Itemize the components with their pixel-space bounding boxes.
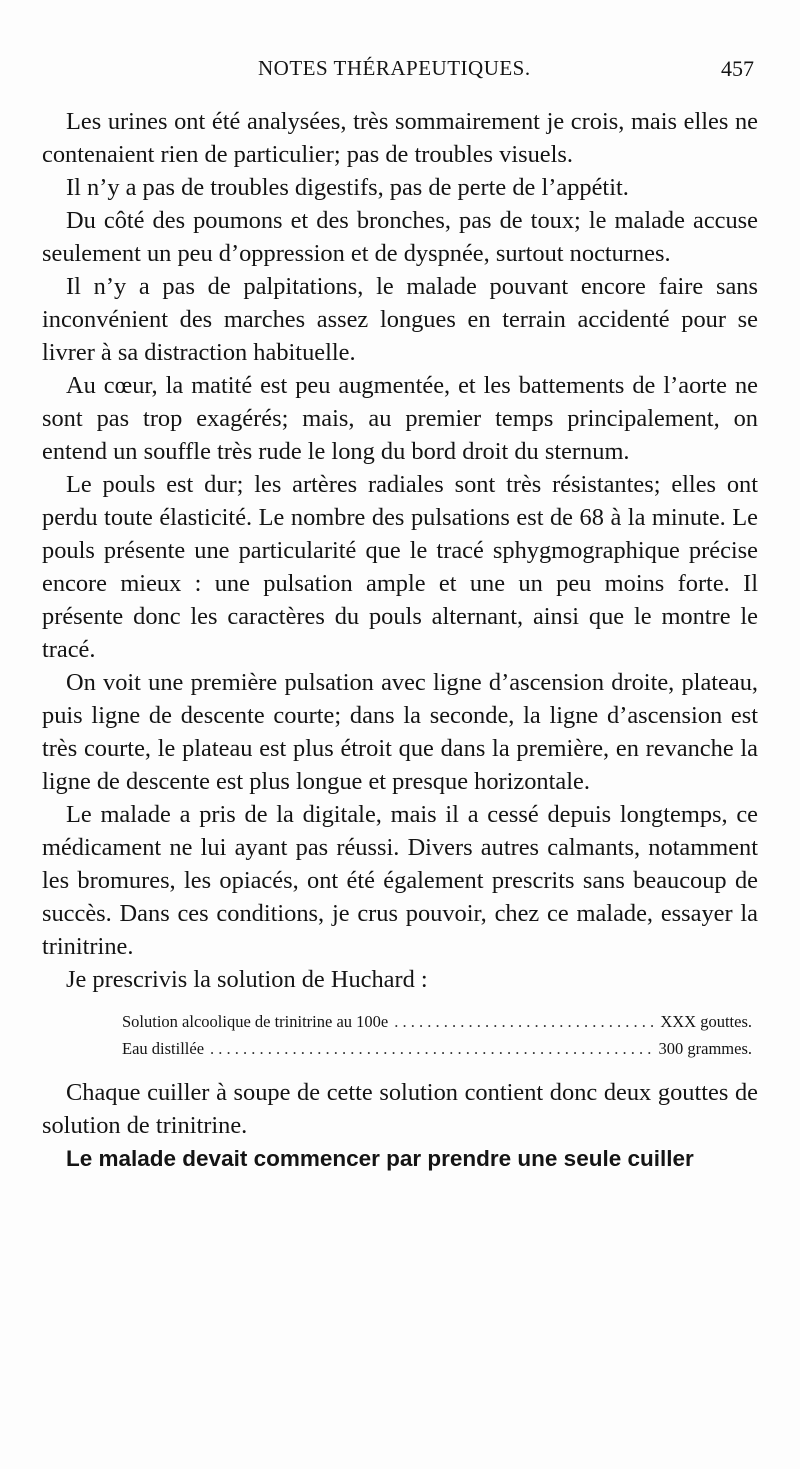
paragraph-digitale: Le malade a pris de la digitale, mais il a cessé depuis longtemps, ce médicament ne lui ayant pas réussi. Divers autres calmants, notamment les bromures, les opiacés, ont été également prescrits sans beaucoup de succès. Dans ces conditions, je crus pouvoir, chez ce malade, essayer la trinitrine. [42, 801, 758, 960]
leader-dots [394, 1008, 654, 1035]
paragraph-urines: Les urines ont été analysées, très sommairement je crois, mais elles ne contenaient rien de particulier; pas de troubles visuels. [42, 108, 758, 168]
paragraph-pulsation: On voit une première pulsation avec ligne d’ascension droite, plateau, puis ligne de descente courte; dans la seconde, la ligne d’ascension est très courte, le plateau est plus étroit que dans la première, en revanche la ligne de descente est plus longue et presque horizontale. [42, 669, 758, 795]
recipe-ingredient: Solution alcoolique de trinitrine au 100e [122, 1012, 389, 1031]
recipe-list [122, 1008, 752, 1062]
paragraph-palpitations: Il n’y a pas de palpitations, le malade pouvant encore faire sans inconvénient des marches assez longues en terrain accidenté pour se livrer à sa distraction habituelle. [42, 273, 758, 366]
paragraph-poumons: Du côté des poumons et des bronches, pas de toux; le malade accuse seulement un peu d’oppression et de dyspnée, surtout nocturnes. [42, 207, 758, 267]
recipe-quantity: 300 grammes. [658, 1039, 752, 1058]
paragraph-prescription: Je prescrivis la solution de Huchard : [66, 966, 428, 993]
recipe-row [122, 1008, 752, 1035]
recipe-row [122, 1035, 752, 1062]
paragraph-pouls: Le pouls est dur; les artères radiales sont très résistantes; elles ont perdu toute élasticité. Le nombre des pulsations est de 68 à la minute. Le pouls présente une particularité que le tracé sphygmographique précise encore mieux : une pulsation ample et une un peu moins forte. Il présente donc les caractères du pouls alternant, ainsi que le montre le tracé. [42, 471, 758, 663]
recipe-ingredient: Eau distillée [122, 1039, 205, 1058]
paragraph-cuiller: Chaque cuiller à soupe de cette solution contient donc deux gouttes de solution de trinitrine. [42, 1079, 758, 1139]
running-title: NOTES THÉRAPEUTIQUES. [258, 56, 531, 80]
page-number: 457 [721, 56, 754, 81]
body-text [42, 105, 758, 1175]
paragraph-final: Le malade devait commencer par prendre une seule cuiller [66, 1146, 694, 1171]
paragraph-digestifs: Il n’y a pas de troubles digestifs, pas de perte de l’appétit. [66, 174, 629, 201]
leader-dots [210, 1035, 652, 1062]
recipe-quantity: XXX gouttes. [660, 1012, 752, 1031]
page-header [258, 56, 754, 88]
paragraph-coeur: Au cœur, la matité est peu augmentée, et les battements de l’aorte ne sont pas trop exagérés; mais, au premier temps principalement, on entend un souffle très rude le long du bord droit du sternum. [42, 372, 758, 465]
